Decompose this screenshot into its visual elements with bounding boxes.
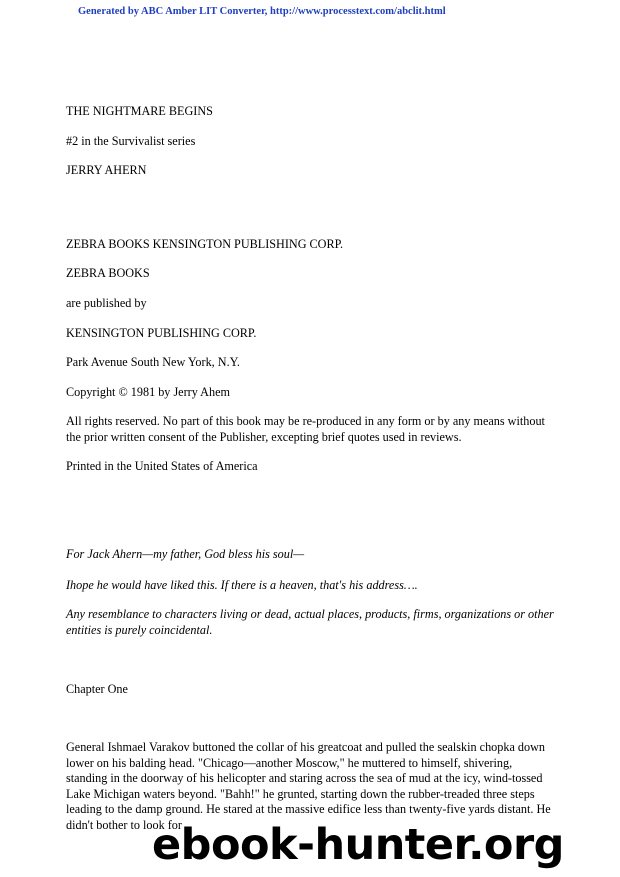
author-line: JERRY AHERN bbox=[66, 163, 147, 177]
chapter-heading: Chapter One bbox=[66, 682, 128, 696]
book-title: THE NIGHTMARE BEGINS bbox=[66, 104, 213, 118]
imprint-line: ZEBRA BOOKS bbox=[66, 266, 150, 280]
generator-note: Generated by ABC Amber LIT Converter, http://www.processtext.com/abclit.html bbox=[78, 6, 446, 17]
series-line: #2 in the Survivalist series bbox=[66, 134, 196, 148]
publisher-name: KENSINGTON PUBLISHING CORP. bbox=[66, 326, 257, 340]
printed-line: Printed in the United States of America bbox=[66, 459, 258, 473]
dedication-line-2: Ihope he would have liked this. If there is a heaven, that's his address…. bbox=[66, 578, 418, 592]
published-by-line: are published by bbox=[66, 296, 147, 310]
publisher-line: ZEBRA BOOKS KENSINGTON PUBLISHING CORP. bbox=[66, 237, 344, 251]
copyright-line: Copyright © 1981 by Jerry Ahem bbox=[66, 385, 230, 399]
chapter-body: General Ishmael Varakov buttoned the collar of his greatcoat and pulled the sealskin chopka down lower on his balding head. "Chicago—another Moscow," he muttered to himself, shivering, standing in the doorway of his helicopter and staring across the sea of mud at the icy, wind-tossed Lake Michigan waters beyond. "Bahh!" he grunted, starting down the rubber-treaded three steps leading to the damp ground. He stared at the massive edifice less than twenty-five yards distant. He didn't bother to look for bbox=[66, 740, 551, 832]
address-line: Park Avenue South New York, N.Y. bbox=[66, 355, 240, 369]
disclaimer-paragraph: Any resemblance to characters living or dead, actual places, products, firms, organizations or other entities is purely coincidental. bbox=[66, 607, 554, 637]
rights-paragraph: All rights reserved. No part of this book may be re-produced in any form or by any means without the prior written consent of the Publisher, excepting brief quotes used in reviews. bbox=[66, 414, 545, 444]
dedication-line: For Jack Ahern—my father, God bless his soul— bbox=[66, 547, 305, 561]
watermark-text: ebook-hunter.org bbox=[152, 820, 564, 870]
